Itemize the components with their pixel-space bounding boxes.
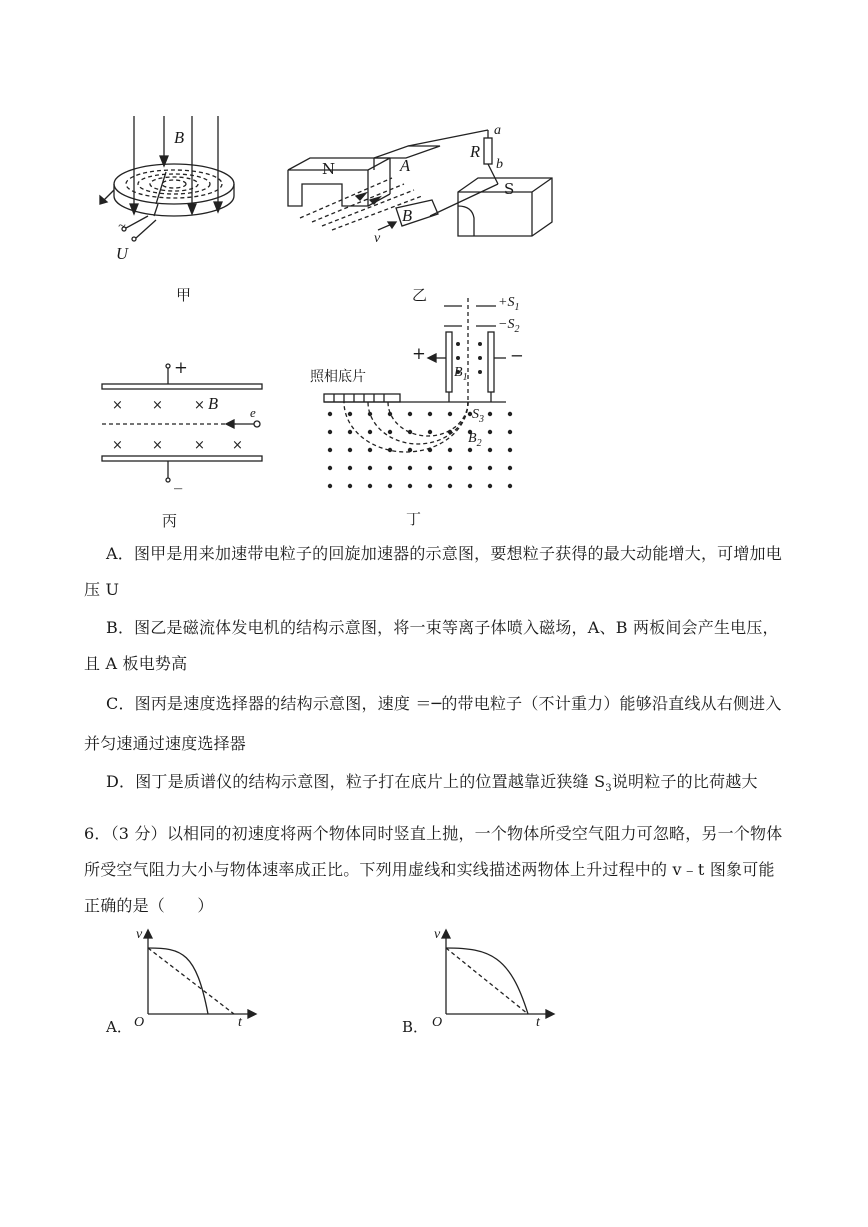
field-dot	[388, 466, 392, 470]
field-dot	[428, 484, 432, 488]
field-dot	[368, 448, 372, 452]
velocity-selector-drawing	[96, 360, 276, 492]
field-dot	[388, 430, 392, 434]
figure-jia-caption: 甲	[176, 286, 192, 304]
field-dot	[488, 412, 492, 416]
yi-label-N: N	[322, 160, 336, 178]
field-dot	[368, 412, 372, 416]
question-6-stem: 6．（3 分）以相同的初速度将两个物体同时竖直上抛，一个物体所受空气阻力可忽略，另一个物体所受空气阻力大小与物体速率成正比。下列用虚线和实线描述两物体上升过程中的 v﹣t 图象可能正确的是（ ）	[84, 824, 783, 915]
option-d: D．图丁是质谱仪的结构示意图，粒子打在底片上的位置越靠近狭缝 $S_3$说明粒子的比荷越大	[106, 772, 758, 795]
ding-label-S2: $-S_2$	[498, 317, 520, 335]
field-dot	[348, 466, 352, 470]
option-c: C．图丙是速度选择器的结构示意图，速度 ＝─的带电粒子（不计重力）能够沿直线从右侧进入并匀速通过速度选择器	[84, 694, 782, 753]
field-dot	[448, 430, 452, 434]
figure-ding-caption: 丁	[406, 510, 422, 528]
svg-text:×: ×	[112, 438, 123, 453]
yi-label-S: S	[504, 180, 515, 198]
graph-a-xlabel: t	[238, 1015, 242, 1030]
field-dot	[488, 466, 492, 470]
bing-minus: _	[174, 470, 183, 489]
jia-label-U: U	[116, 244, 128, 263]
bing-plus: +	[174, 358, 188, 377]
field-dot	[408, 412, 412, 416]
field-dot	[328, 448, 332, 452]
field-dot	[408, 484, 412, 488]
jia-label-tilde: ~	[118, 219, 126, 234]
field-dot	[448, 412, 452, 416]
field-dot	[428, 466, 432, 470]
graph-b-ylabel: v	[434, 927, 441, 942]
field-dot	[428, 448, 432, 452]
field-dot	[328, 466, 332, 470]
field-dot	[328, 484, 332, 488]
field-dot	[328, 412, 332, 416]
field-dot	[488, 430, 492, 434]
graph-b-origin: O	[432, 1015, 443, 1030]
svg-text:×: ×	[194, 398, 205, 413]
option-list	[84, 536, 784, 807]
ding-label-B2: $B_2$	[468, 431, 482, 449]
yi-label-b: b	[496, 157, 503, 172]
figure-yi-mhd-generator	[282, 118, 562, 258]
field-dot	[388, 412, 392, 416]
field-dot	[468, 466, 472, 470]
field-dot	[428, 430, 432, 434]
yi-label-v: v	[374, 231, 381, 246]
field-dot	[348, 412, 352, 416]
ding-plus: +	[412, 344, 426, 363]
figure-bing-velocity-selector	[96, 360, 276, 492]
jia-label-B: B	[174, 128, 185, 147]
bing-label-B: B	[208, 394, 219, 413]
field-dot	[508, 448, 512, 452]
field-dot	[408, 448, 412, 452]
ding-label-S1: $+S_1$	[498, 295, 520, 313]
field-dot	[508, 484, 512, 488]
field-dot	[388, 448, 392, 452]
field-dot	[508, 466, 512, 470]
svg-text:×: ×	[112, 398, 123, 413]
svg-text:×: ×	[232, 438, 243, 453]
yi-label-a: a	[494, 123, 501, 138]
ding-film-label: 照相底片	[310, 369, 366, 385]
figure-bing-caption: 丙	[162, 512, 178, 530]
field-dot	[348, 484, 352, 488]
graph-a-option: A．	[106, 1018, 132, 1036]
field-dot	[508, 412, 512, 416]
graph-b-option: B．	[402, 1018, 429, 1036]
field-dot	[488, 484, 492, 488]
field-dot	[368, 430, 372, 434]
ding-label-B1: $B_1$	[454, 365, 468, 383]
option-b: B．图乙是磁流体发电机的结构示意图，将一束等离子体喷入磁场，A、B 两板间会产生电压，且 A 板电势高	[84, 618, 779, 673]
svg-text:×: ×	[152, 398, 163, 413]
figure-yi-caption: 乙	[412, 286, 428, 304]
graph-a-ylabel: v	[136, 927, 143, 942]
field-dot	[508, 430, 512, 434]
mhd-drawing	[282, 118, 562, 258]
field-dot	[408, 430, 412, 434]
field-dot	[328, 430, 332, 434]
option-a: A．图甲是用来加速带电粒子的回旋加速器的示意图，要想粒子获得的最大动能增大，可增加电压 U	[84, 544, 782, 599]
field-dot	[488, 448, 492, 452]
mass-spectrometer-drawing	[300, 296, 530, 496]
field-dot	[448, 466, 452, 470]
ding-minus: −	[510, 346, 524, 365]
yi-label-B: B	[402, 206, 413, 225]
graph-b-xlabel: t	[536, 1015, 540, 1030]
svg-text:×: ×	[152, 438, 163, 453]
svg-text:×: ×	[194, 438, 205, 453]
field-dot	[388, 484, 392, 488]
yi-label-A: A	[400, 156, 411, 175]
field-dot	[428, 412, 432, 416]
field-dot	[468, 484, 472, 488]
field-dot	[348, 448, 352, 452]
bing-label-e: e	[250, 405, 256, 420]
field-dot	[368, 484, 372, 488]
figure-jia-cyclotron	[96, 112, 266, 272]
field-dot	[408, 466, 412, 470]
field-dot	[368, 466, 372, 470]
yi-label-R: R	[470, 142, 481, 161]
graph-a-origin: O	[134, 1015, 145, 1030]
figure-ding-mass-spectrometer	[300, 296, 530, 496]
ding-label-S3: $S_3$	[472, 407, 484, 425]
field-dot	[448, 484, 452, 488]
field-dot	[448, 448, 452, 452]
field-dot	[348, 430, 352, 434]
